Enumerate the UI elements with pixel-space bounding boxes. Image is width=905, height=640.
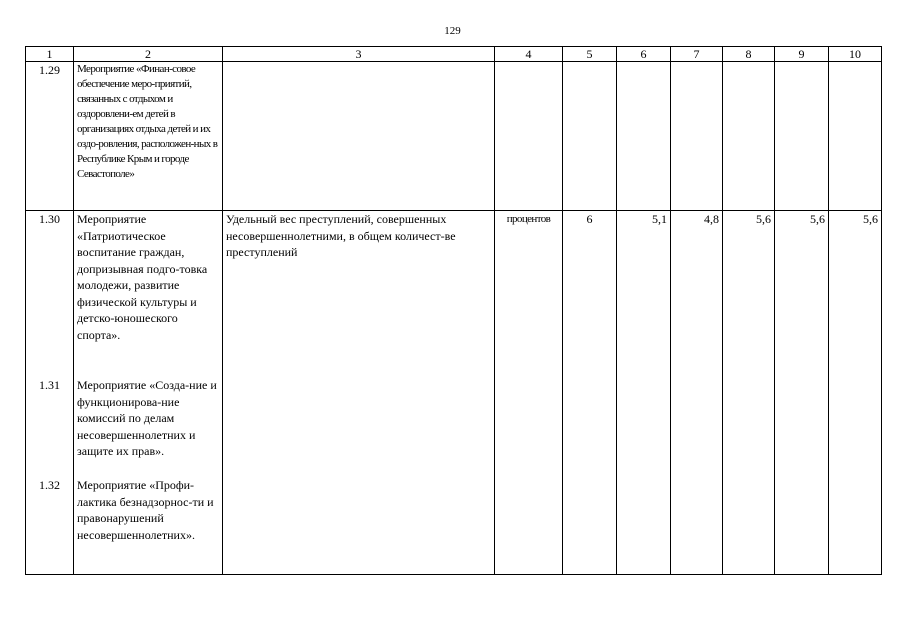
header-col-7: 7 [671,47,723,62]
table-row [26,62,882,211]
page-number: 129 [444,25,461,37]
value-cell: 5,1 [617,211,671,575]
header-col-5: 5 [563,47,617,62]
row-number: 1.32 [39,478,60,492]
header-col-6: 6 [617,47,671,62]
value-cell [775,62,829,211]
unit-cell [495,62,563,211]
table-row [26,211,882,575]
value-cell: 6 [563,211,617,575]
indicator-cell [223,62,495,211]
value-cell [671,62,723,211]
value-cell: 5,6 [775,211,829,575]
header-col-2: 2 [74,47,223,62]
program-table [25,46,882,575]
value-cell: 4,8 [671,211,723,575]
header-col-9: 9 [775,47,829,62]
value-cell [563,62,617,211]
value-cell [723,62,775,211]
row-number: 1.29 [26,62,74,211]
measure-names-cell [74,211,223,575]
measure-name: Мероприятие «Патриотическое воспитание граждан, допризывная подго-товка молодежи, развитие физической культуры и детско-юношеского спорта». [77,212,208,342]
header-col-8: 8 [723,47,775,62]
value-cell: 5,6 [723,211,775,575]
header-col-3: 3 [223,47,495,62]
header-col-10: 10 [829,47,882,62]
value-cell [617,62,671,211]
measure-name: Мероприятие «Профи-лактика безнадзорнос-ти и правонарушений несовершеннолетних». [77,478,214,542]
indicator-cell: Удельный вес преступлений, совершенных несовершеннолетними, в общем количест-ве преступлений [223,211,495,575]
value-cell [829,62,882,211]
unit-cell: процентов [495,211,563,575]
header-col-1: 1 [26,47,74,62]
measure-name: Мероприятие «Созда-ние и функционирова-ние комиссий по делам несовершеннолетних и защите их прав». [77,378,217,458]
row-number: 1.30 [39,212,60,226]
row-number: 1.31 [39,378,60,392]
measure-name: Мероприятие «Финан-совое обеспечение меро-приятий, связанных с отдыхом и оздоровлени-ем детей в организациях отдыха детей и их оздо-ровления, расположен-ных в Республике Крым и городе Севастополе» [74,62,223,211]
value-cell: 5,6 [829,211,882,575]
row-numbers-cell [26,211,74,575]
header-row [26,47,882,62]
header-col-4: 4 [495,47,563,62]
